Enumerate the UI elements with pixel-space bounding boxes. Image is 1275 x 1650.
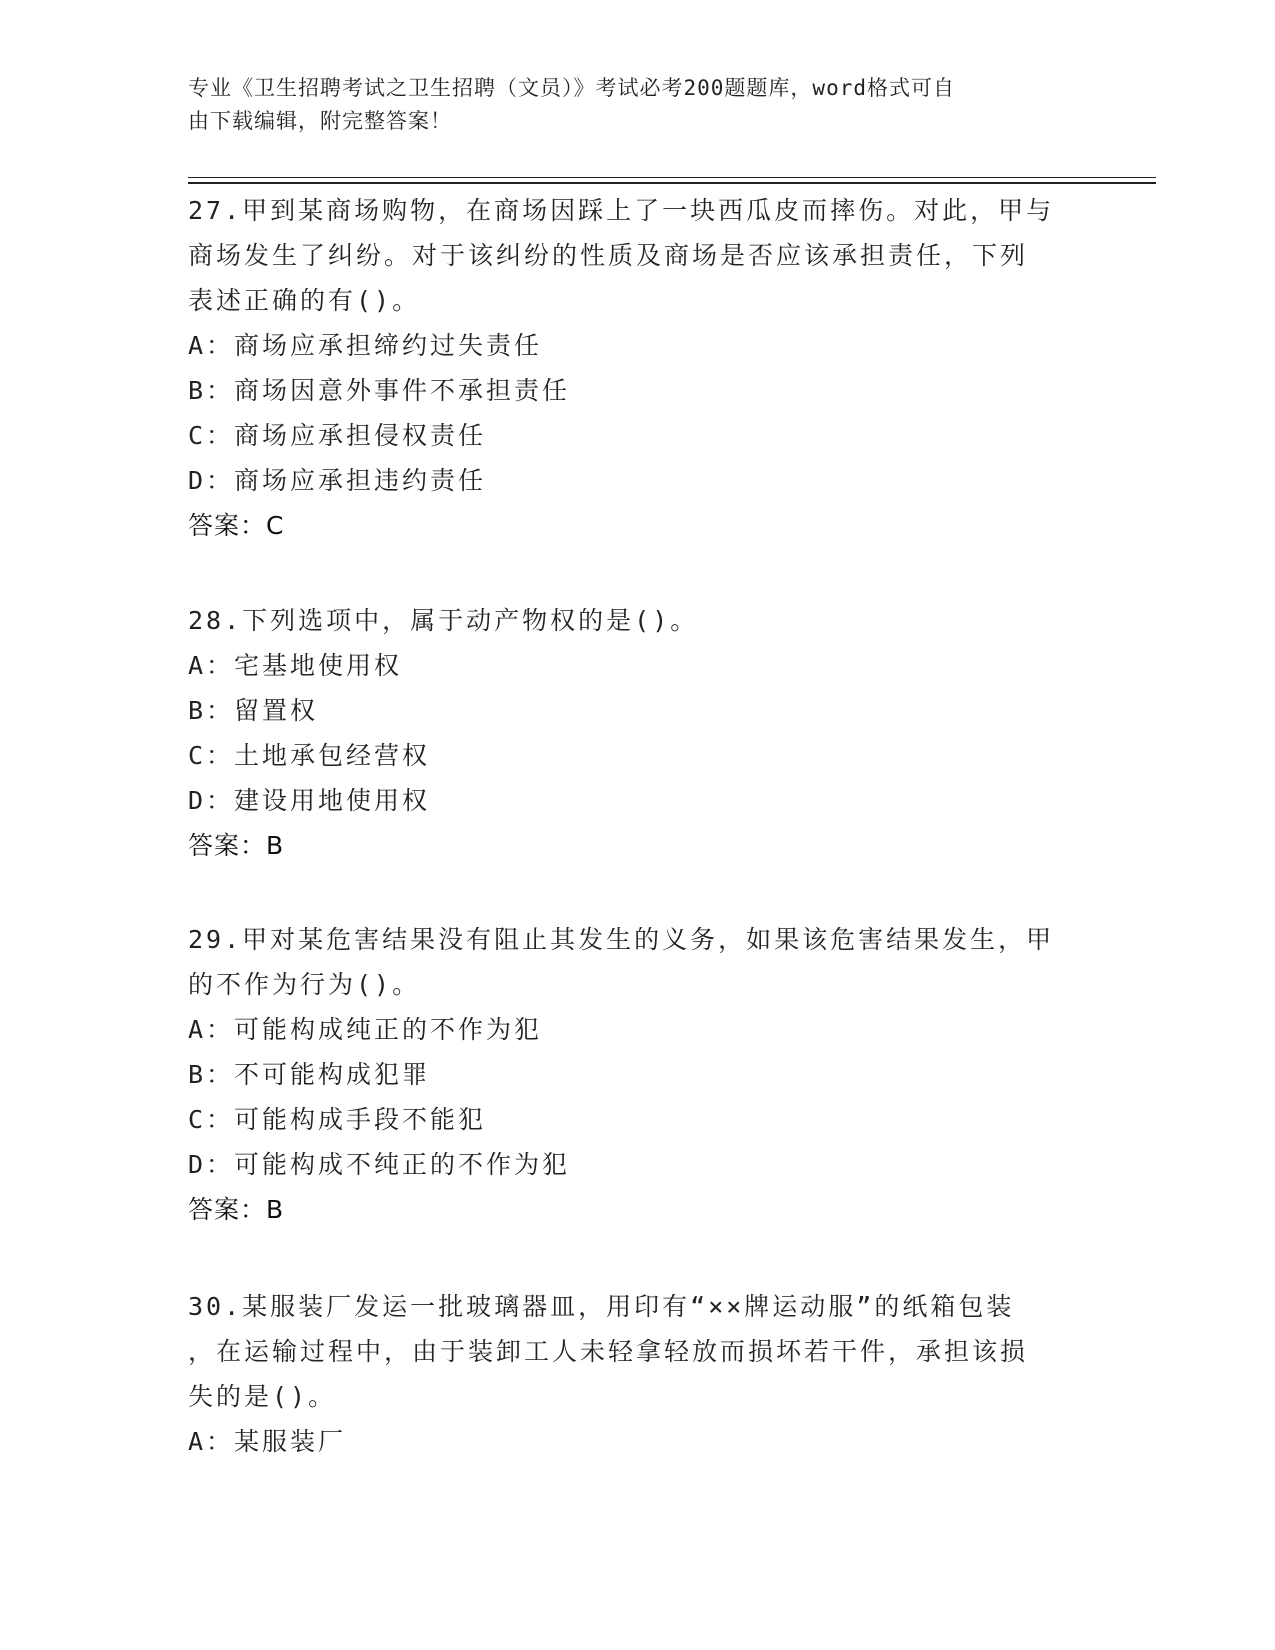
question-28 [188, 598, 1068, 868]
question-stem-line: 的不作为行为()。 [188, 970, 421, 999]
question-27 [188, 188, 1068, 548]
answer: 答案：C [188, 511, 285, 540]
document-header [188, 72, 1068, 138]
option-b: B：商场因意外事件不承担责任 [188, 376, 571, 405]
question-stem-line: ，在运输过程中，由于装卸工人未轻拿轻放而损坏若干件，承担该损 [188, 1337, 1029, 1366]
question-stem-line: 30.某服装厂发运一批玻璃器皿，用印有“××牌运动服”的纸箱包装 [188, 1292, 1015, 1321]
option-a: A：宅基地使用权 [188, 651, 403, 680]
question-stem-line: 失的是()。 [188, 1382, 337, 1411]
answer: 答案：B [188, 831, 285, 860]
header-line-2: 由下载编辑，附完整答案！ [188, 109, 452, 133]
option-b: B：不可能构成犯罪 [188, 1060, 431, 1089]
option-d: D：建设用地使用权 [188, 786, 431, 815]
option-a: A：商场应承担缔约过失责任 [188, 331, 543, 360]
question-stem-line: 29.甲对某危害结果没有阻止其发生的义务，如果该危害结果发生，甲 [188, 925, 1055, 954]
option-d: D：可能构成不纯正的不作为犯 [188, 1150, 571, 1179]
question-30 [188, 1284, 1068, 1464]
question-stem-line: 27.甲到某商场购物，在商场因踩上了一块西瓜皮而摔伤。对此，甲与 [188, 196, 1055, 225]
option-c: C：商场应承担侵权责任 [188, 421, 487, 450]
option-c: C：土地承包经营权 [188, 741, 431, 770]
header-divider-thick [188, 182, 1156, 184]
option-a: A：某服装厂 [188, 1427, 347, 1456]
answer: 答案：B [188, 1195, 285, 1224]
option-c: C：可能构成手段不能犯 [188, 1105, 487, 1134]
question-29 [188, 917, 1068, 1232]
header-line-1: 专业《卫生招聘考试之卫生招聘（文员）》考试必考200题题库，word格式可自 [188, 76, 955, 100]
question-stem-line: 28.下列选项中，属于动产物权的是()。 [188, 606, 699, 635]
option-b: B：留置权 [188, 696, 319, 725]
option-a: A：可能构成纯正的不作为犯 [188, 1015, 543, 1044]
header-divider-thin [188, 177, 1156, 178]
question-stem-line: 商场发生了纠纷。对于该纠纷的性质及商场是否应该承担责任，下列 [188, 241, 1029, 270]
option-d: D：商场应承担违约责任 [188, 466, 487, 495]
question-stem-line: 表述正确的有()。 [188, 286, 421, 315]
